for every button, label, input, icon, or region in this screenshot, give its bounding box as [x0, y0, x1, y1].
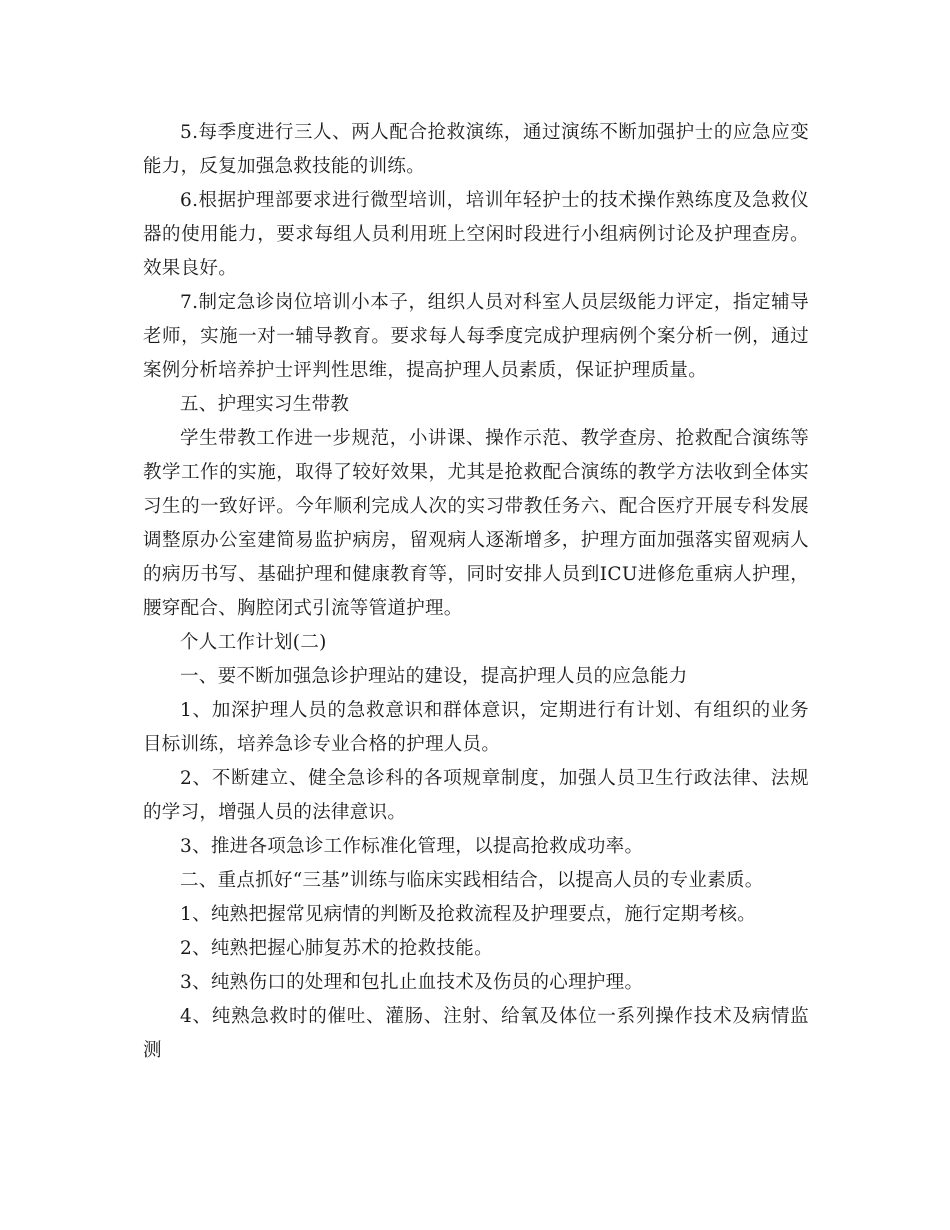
skill-item-2-cpr: 2、纯熟把握心肺复苏术的抢救技能。	[180, 938, 493, 959]
section-heading-emergency-station: 一、要不断加强急诊护理站的建设，提高护理人员的应急能力	[180, 666, 688, 687]
paragraph-intern-teaching: 学生带教工作进一步规范，小讲课、操作示范、教学查房、抢救配合演练等教学工作的实施，取得了较好效果，尤其是抢救配合演练的教学方法收到全体实习生的一致好评。今年顺利完成人次的实习带教任务六、配合医疗开展专科发展调整原办公室建简易监护病房，留观病人逐渐增多，护理方面加强落实留观病人的病历书写、基础护理和健康教育等，同时安排人员到ICU进修危重病人护理，腰穿配合、胸腔闭式引流等管道护理。	[143, 428, 809, 619]
document-body	[143, 116, 809, 1068]
paragraph-item-6-training: 6.根据护理部要求进行微型培训，培训年轻护士的技术操作熟练度及急救仪器的使用能力，要求每组人员利用班上空闲时段进行小组病例讨论及护理查房。效果良好。	[143, 190, 809, 279]
paragraph-item-7-mentoring: 7.制定急诊岗位培训小本子，组织人员对科室人员层级能力评定，指定辅导老师，实施一对一辅导教育。要求每人每季度完成护理病例个案分析一例，通过案例分析培养护士评判性思维，提高护理人员素质，保证护理质量。	[143, 292, 809, 381]
skill-item-4-procedures: 4、纯熟急救时的催吐、灌肠、注射、给氧及体位一系列操作技术及病情监测	[143, 1006, 809, 1061]
plan-item-2-regulations: 2、不断建立、健全急诊科的各项规章制度，加强人员卫生行政法律、法规的学习，增强人员的法律意识。	[143, 768, 809, 823]
section-heading-intern-teaching: 五、护理实习生带教	[180, 394, 350, 415]
plan-title: 个人工作计划(二)	[180, 632, 327, 653]
plan-item-1-awareness: 1、加深护理人员的急救意识和群体意识，定期进行有计划、有组织的业务目标训练，培养急诊专业合格的护理人员。	[143, 700, 809, 755]
paragraph-item-5-drill: 5.每季度进行三人、两人配合抢救演练，通过演练不断加强护士的应急应变能力，反复加强急救技能的训练。	[143, 122, 809, 177]
plan-item-3-standardization: 3、推进各项急诊工作标准化管理，以提高抢救成功率。	[180, 836, 644, 857]
section-heading-three-basics: 二、重点抓好“三基”训练与临床实践相结合，以提高人员的专业素质。	[180, 870, 764, 891]
skill-item-1-judgment: 1、纯熟把握常见病情的判断及抢救流程及护理要点，施行定期考核。	[180, 904, 757, 925]
skill-item-3-wound-care: 3、纯熟伤口的处理和包扎止血技术及伤员的心理护理。	[180, 972, 644, 993]
